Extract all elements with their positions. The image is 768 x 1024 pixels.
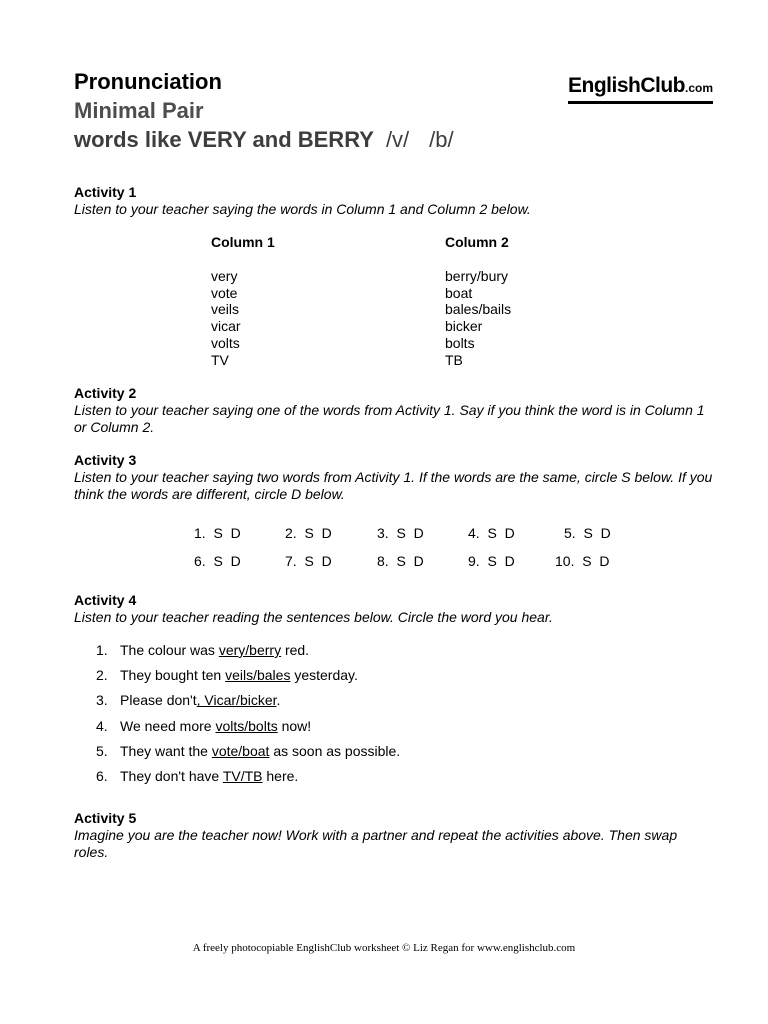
column1-word: very (211, 267, 238, 284)
column2-word: bicker (445, 318, 483, 335)
word-choice[interactable]: vote/boat (211, 742, 270, 759)
sentence-number: 5. (96, 742, 108, 759)
sentence-number: 3. (96, 692, 108, 709)
activity4-label: Activity 4 (74, 592, 137, 608)
englishclub-logo (568, 74, 713, 104)
word-choice[interactable]: very/berry (218, 642, 282, 658)
column1-word: TV (211, 351, 229, 368)
sentence-number: 2. (96, 667, 108, 684)
topic-words: words like VERY and BERRY (74, 127, 374, 152)
word-choice[interactable]: , Vicar/bicker (196, 692, 277, 709)
phoneme-b: /b/ (429, 127, 454, 152)
topic-heading (74, 126, 454, 154)
logo-main: EnglishClub (568, 74, 685, 97)
activity1-instruction: Listen to your teacher saying the words in Column 1 and Column 2 below. (74, 201, 531, 217)
column1-word: veils (211, 301, 240, 318)
sd-item[interactable]: 4. S D (468, 525, 515, 541)
sentence-post: now! (277, 717, 312, 734)
sentence-post: red. (281, 642, 310, 658)
sentence-number: 4. (96, 717, 108, 734)
sentence-item (96, 714, 400, 739)
sentence-item (96, 764, 400, 789)
column2 (445, 234, 511, 369)
sentence-pre: We need more (120, 717, 216, 734)
word-choice[interactable]: TV/TB (222, 768, 263, 785)
word-choice[interactable]: volts/bolts (215, 717, 278, 734)
sentence-text (120, 739, 400, 764)
column1-word: vicar (211, 318, 241, 335)
column1 (211, 234, 275, 369)
sd-item[interactable]: 6. S D (194, 553, 241, 569)
activity3-instruction: Listen to your teacher saying two words from Activity 1. If the words are the same, circle S below. If you think the words are different, circle D below. (74, 469, 713, 502)
activity1-label: Activity 1 (74, 184, 137, 200)
sentence-post: here. (262, 768, 299, 785)
sentence-pre: Please don't (120, 692, 197, 709)
sentence-text (120, 764, 298, 789)
logo-suffix: .com (685, 81, 714, 95)
sentence-list (96, 638, 400, 789)
column1-header: Column 1 (211, 234, 275, 250)
sentence-number: 6. (96, 768, 108, 785)
sentence-post: as soon as possible. (269, 742, 401, 759)
word-choice[interactable]: veils/bales (225, 667, 291, 684)
column2-word: bales/bails (445, 301, 512, 318)
phoneme-v: /v/ (385, 127, 410, 152)
column1-word: volts (211, 334, 240, 351)
activity5-label: Activity 5 (74, 810, 137, 826)
sentence-item (96, 739, 400, 764)
column2-header: Column 2 (445, 234, 509, 250)
activity2-label: Activity 2 (74, 385, 137, 401)
sentence-text (120, 714, 311, 739)
sd-item[interactable]: 10. S D (555, 553, 610, 569)
sentence-text (120, 663, 358, 688)
page-title: Pronunciation (74, 69, 222, 94)
sentence-pre: The colour was (120, 642, 219, 658)
sentence-number: 1. (96, 642, 108, 658)
column2-word: boat (445, 284, 473, 301)
sentence-text (120, 638, 309, 663)
sentence-item (96, 688, 400, 713)
sentence-post: . (276, 692, 281, 709)
activity4-instruction: Listen to your teacher reading the sentences below. Circle the word you hear. (74, 609, 553, 625)
activity2-instruction: Listen to your teacher saying one of the words from Activity 1. Say if you think the word is in Column 1 or Column 2. (74, 402, 705, 435)
sentence-pre: They don't have (120, 768, 223, 785)
column1-word: vote (211, 284, 238, 301)
sd-item[interactable]: 5. S D (564, 525, 611, 541)
sentence-item (96, 638, 400, 663)
sentence-item (96, 663, 400, 688)
sd-item[interactable]: 8. S D (377, 553, 424, 569)
sentence-text (120, 688, 280, 713)
sd-item[interactable]: 1. S D (194, 525, 241, 541)
column2-word: bolts (445, 334, 475, 351)
sd-item[interactable]: 7. S D (285, 553, 332, 569)
page-subtitle: Minimal Pair (74, 98, 204, 123)
sd-item[interactable]: 3. S D (377, 525, 424, 541)
column2-word: TB (445, 351, 463, 368)
footer-credit: A freely photocopiable EnglishClub worksheet © Liz Regan for www.englishclub.com (192, 942, 576, 954)
sentence-pre: They want the (120, 742, 212, 759)
sd-item[interactable]: 9. S D (468, 553, 515, 569)
column2-word: berry/bury (445, 267, 509, 284)
sd-item[interactable]: 2. S D (285, 525, 332, 541)
sentence-pre: They bought ten (120, 667, 226, 684)
sentence-post: yesterday. (290, 667, 358, 684)
activity5-instruction: Imagine you are the teacher now! Work with a partner and repeat the activities above. Then swap roles. (74, 827, 678, 860)
activity3-label: Activity 3 (74, 452, 137, 468)
